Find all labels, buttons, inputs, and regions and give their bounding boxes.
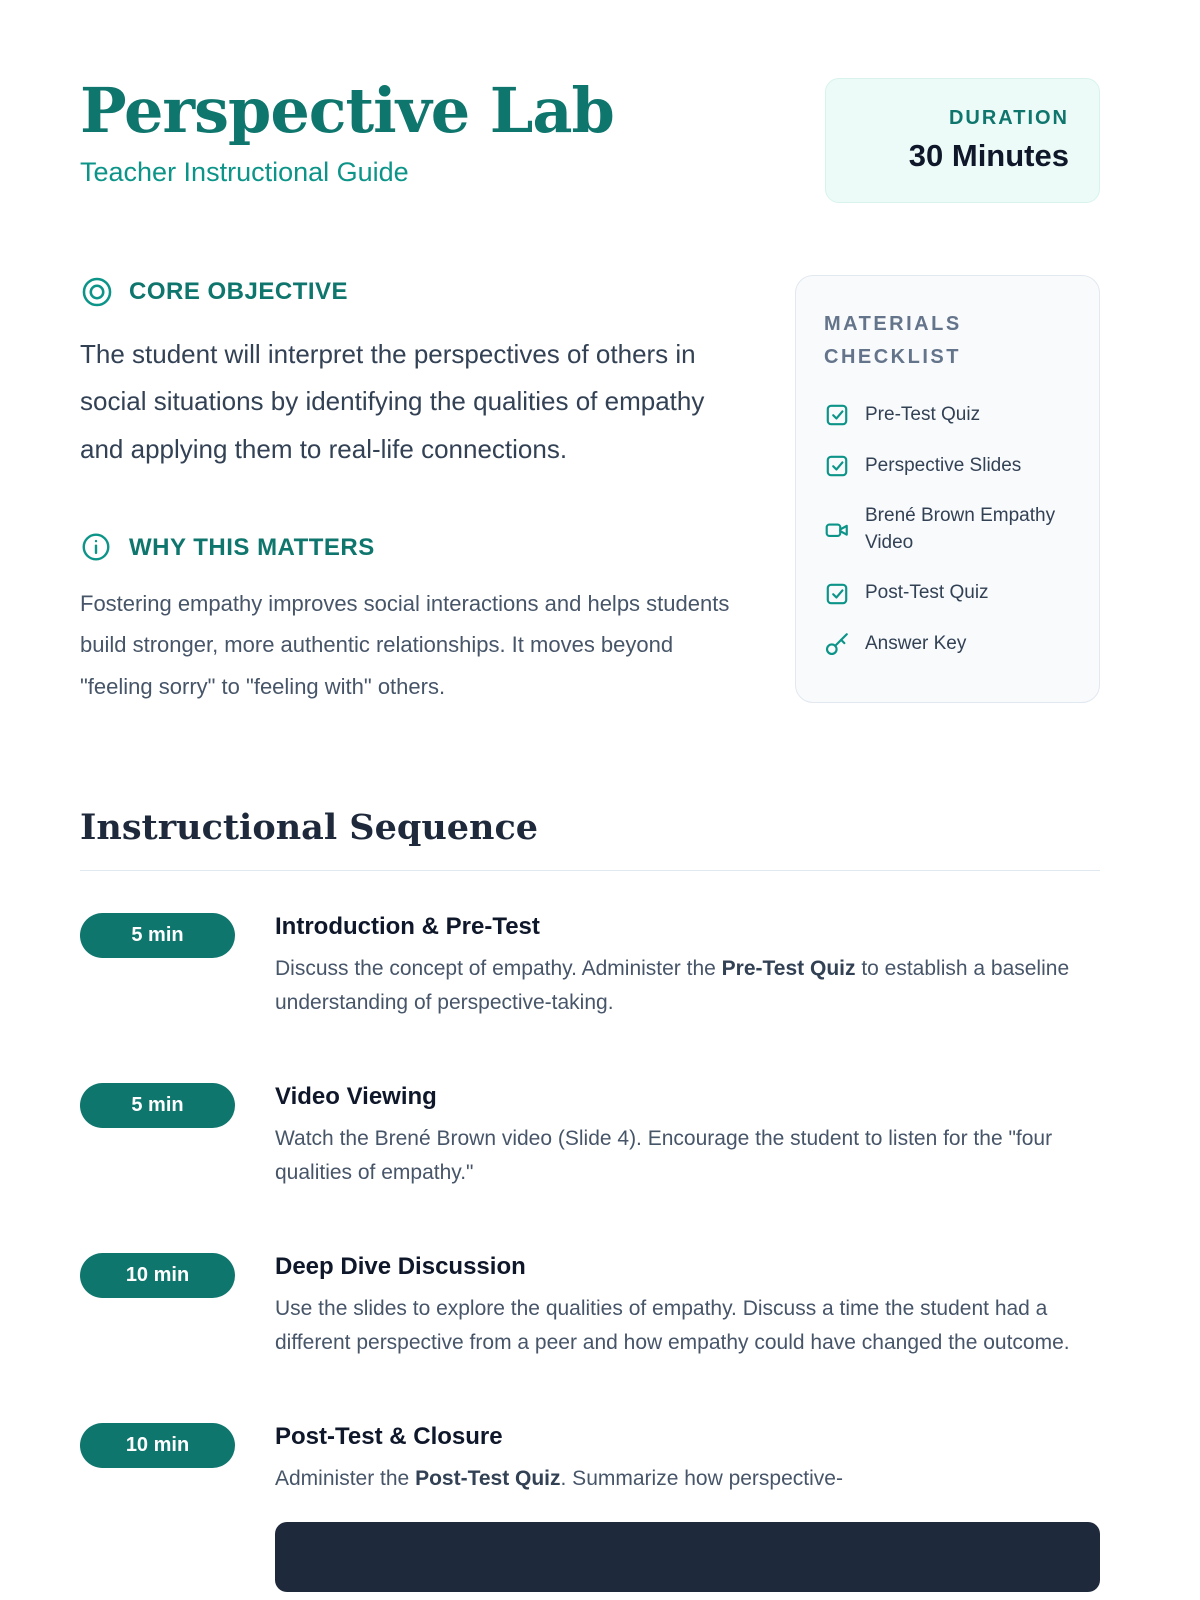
- sequence-step-3: [80, 1253, 1100, 1381]
- step-body-bold: Pre-Test Quiz: [721, 957, 856, 981]
- step-body: [275, 1462, 1100, 1496]
- sequence-step-4: [80, 1423, 1100, 1592]
- core-objective-body: The student will interpret the perspectives of others in social situations by identifying the qualities of empathy and applying them to real-life connections.: [80, 339, 705, 464]
- title-block: [80, 74, 614, 188]
- step-content: [275, 1253, 1100, 1381]
- target-icon: [80, 275, 114, 309]
- step-body: [275, 1122, 1100, 1190]
- key-icon: [824, 631, 850, 657]
- step-body-text: . Summarize how perspective-: [560, 1467, 843, 1491]
- duration-pill: 10 min: [80, 1253, 235, 1298]
- video-icon: [824, 517, 850, 543]
- duration-label: DURATION: [948, 107, 1069, 129]
- step-body-text: to establish a baseline understanding of perspective-taking.: [275, 957, 1070, 1015]
- step-body-text: Watch the Brené Brown video (Slide 4). Encourage the student to listen for the "four qualities of empathy.": [275, 1127, 1053, 1185]
- material-item-label: Post-Test Quiz: [865, 582, 989, 604]
- checkbox-icon: [824, 402, 850, 428]
- why-matters-heading-row: [80, 531, 737, 565]
- core-objective-heading-row: [80, 275, 737, 309]
- overview-left-column: [80, 275, 737, 729]
- material-item-label: Answer Key: [865, 632, 967, 654]
- step-content: [275, 913, 1100, 1041]
- why-matters-heading: WHY THIS MATTERS: [129, 533, 375, 561]
- page-title: Perspective Lab: [80, 74, 614, 147]
- step-body-bold: Post-Test Quiz: [415, 1467, 561, 1491]
- duration-card: [825, 78, 1100, 203]
- step-title: Deep Dive Discussion: [275, 1253, 526, 1281]
- checkbox-icon: [824, 453, 850, 479]
- checkbox-icon: [824, 581, 850, 607]
- why-matters-body: Fostering empathy improves social interactions and helps students build stronger, more authentic relationships. It moves beyond "feeling sorry" to "feeling with" others.: [80, 590, 730, 699]
- material-item-label: Brené Brown Empathy Video: [865, 505, 1056, 553]
- materials-heading: MATERIALS CHECKLIST: [824, 313, 962, 368]
- duration-value: 30 Minutes: [908, 138, 1069, 173]
- sequence-heading: Instructional Sequence: [80, 807, 1100, 871]
- callout-box-cut-off: [275, 1522, 1100, 1592]
- sequence-step-2: [80, 1083, 1100, 1211]
- materials-list: [824, 402, 1071, 658]
- material-item-label: Pre-Test Quiz: [865, 404, 981, 425]
- header: [80, 74, 1100, 203]
- step-title: Video Viewing: [275, 1083, 437, 1111]
- step-body-text: Use the slides to explore the qualities of empathy. Discuss a time the student had a different perspective from a peer and how empathy could have changed the outcome.: [275, 1297, 1070, 1355]
- step-body-text: Administer the: [275, 1467, 416, 1491]
- material-item-slides: [824, 453, 1071, 480]
- step-body-text: Discuss the concept of empathy. Administer the: [275, 957, 722, 981]
- material-item-label: Perspective Slides: [865, 454, 1022, 476]
- material-item-video: [824, 503, 1071, 556]
- page-subtitle: Teacher Instructional Guide: [80, 157, 409, 188]
- info-icon: [80, 531, 114, 565]
- duration-pill: 5 min: [80, 913, 235, 958]
- material-item-answer-key: [824, 631, 1071, 658]
- step-content: [275, 1083, 1100, 1211]
- step-title: Introduction & Pre-Test: [275, 913, 540, 941]
- duration-pill: 5 min: [80, 1083, 235, 1128]
- material-item-post-test: [824, 580, 1071, 607]
- step-body: [275, 1292, 1100, 1360]
- sequence-step-1: [80, 913, 1100, 1041]
- core-objective-heading: CORE OBJECTIVE: [129, 278, 349, 305]
- overview-section: [80, 275, 1100, 729]
- step-content: [275, 1423, 1100, 1592]
- materials-checklist-card: [795, 275, 1100, 703]
- step-title: Post-Test & Closure: [275, 1423, 503, 1451]
- step-body: [275, 952, 1100, 1020]
- material-item-pre-test: [824, 402, 1071, 429]
- duration-pill: 10 min: [80, 1423, 235, 1468]
